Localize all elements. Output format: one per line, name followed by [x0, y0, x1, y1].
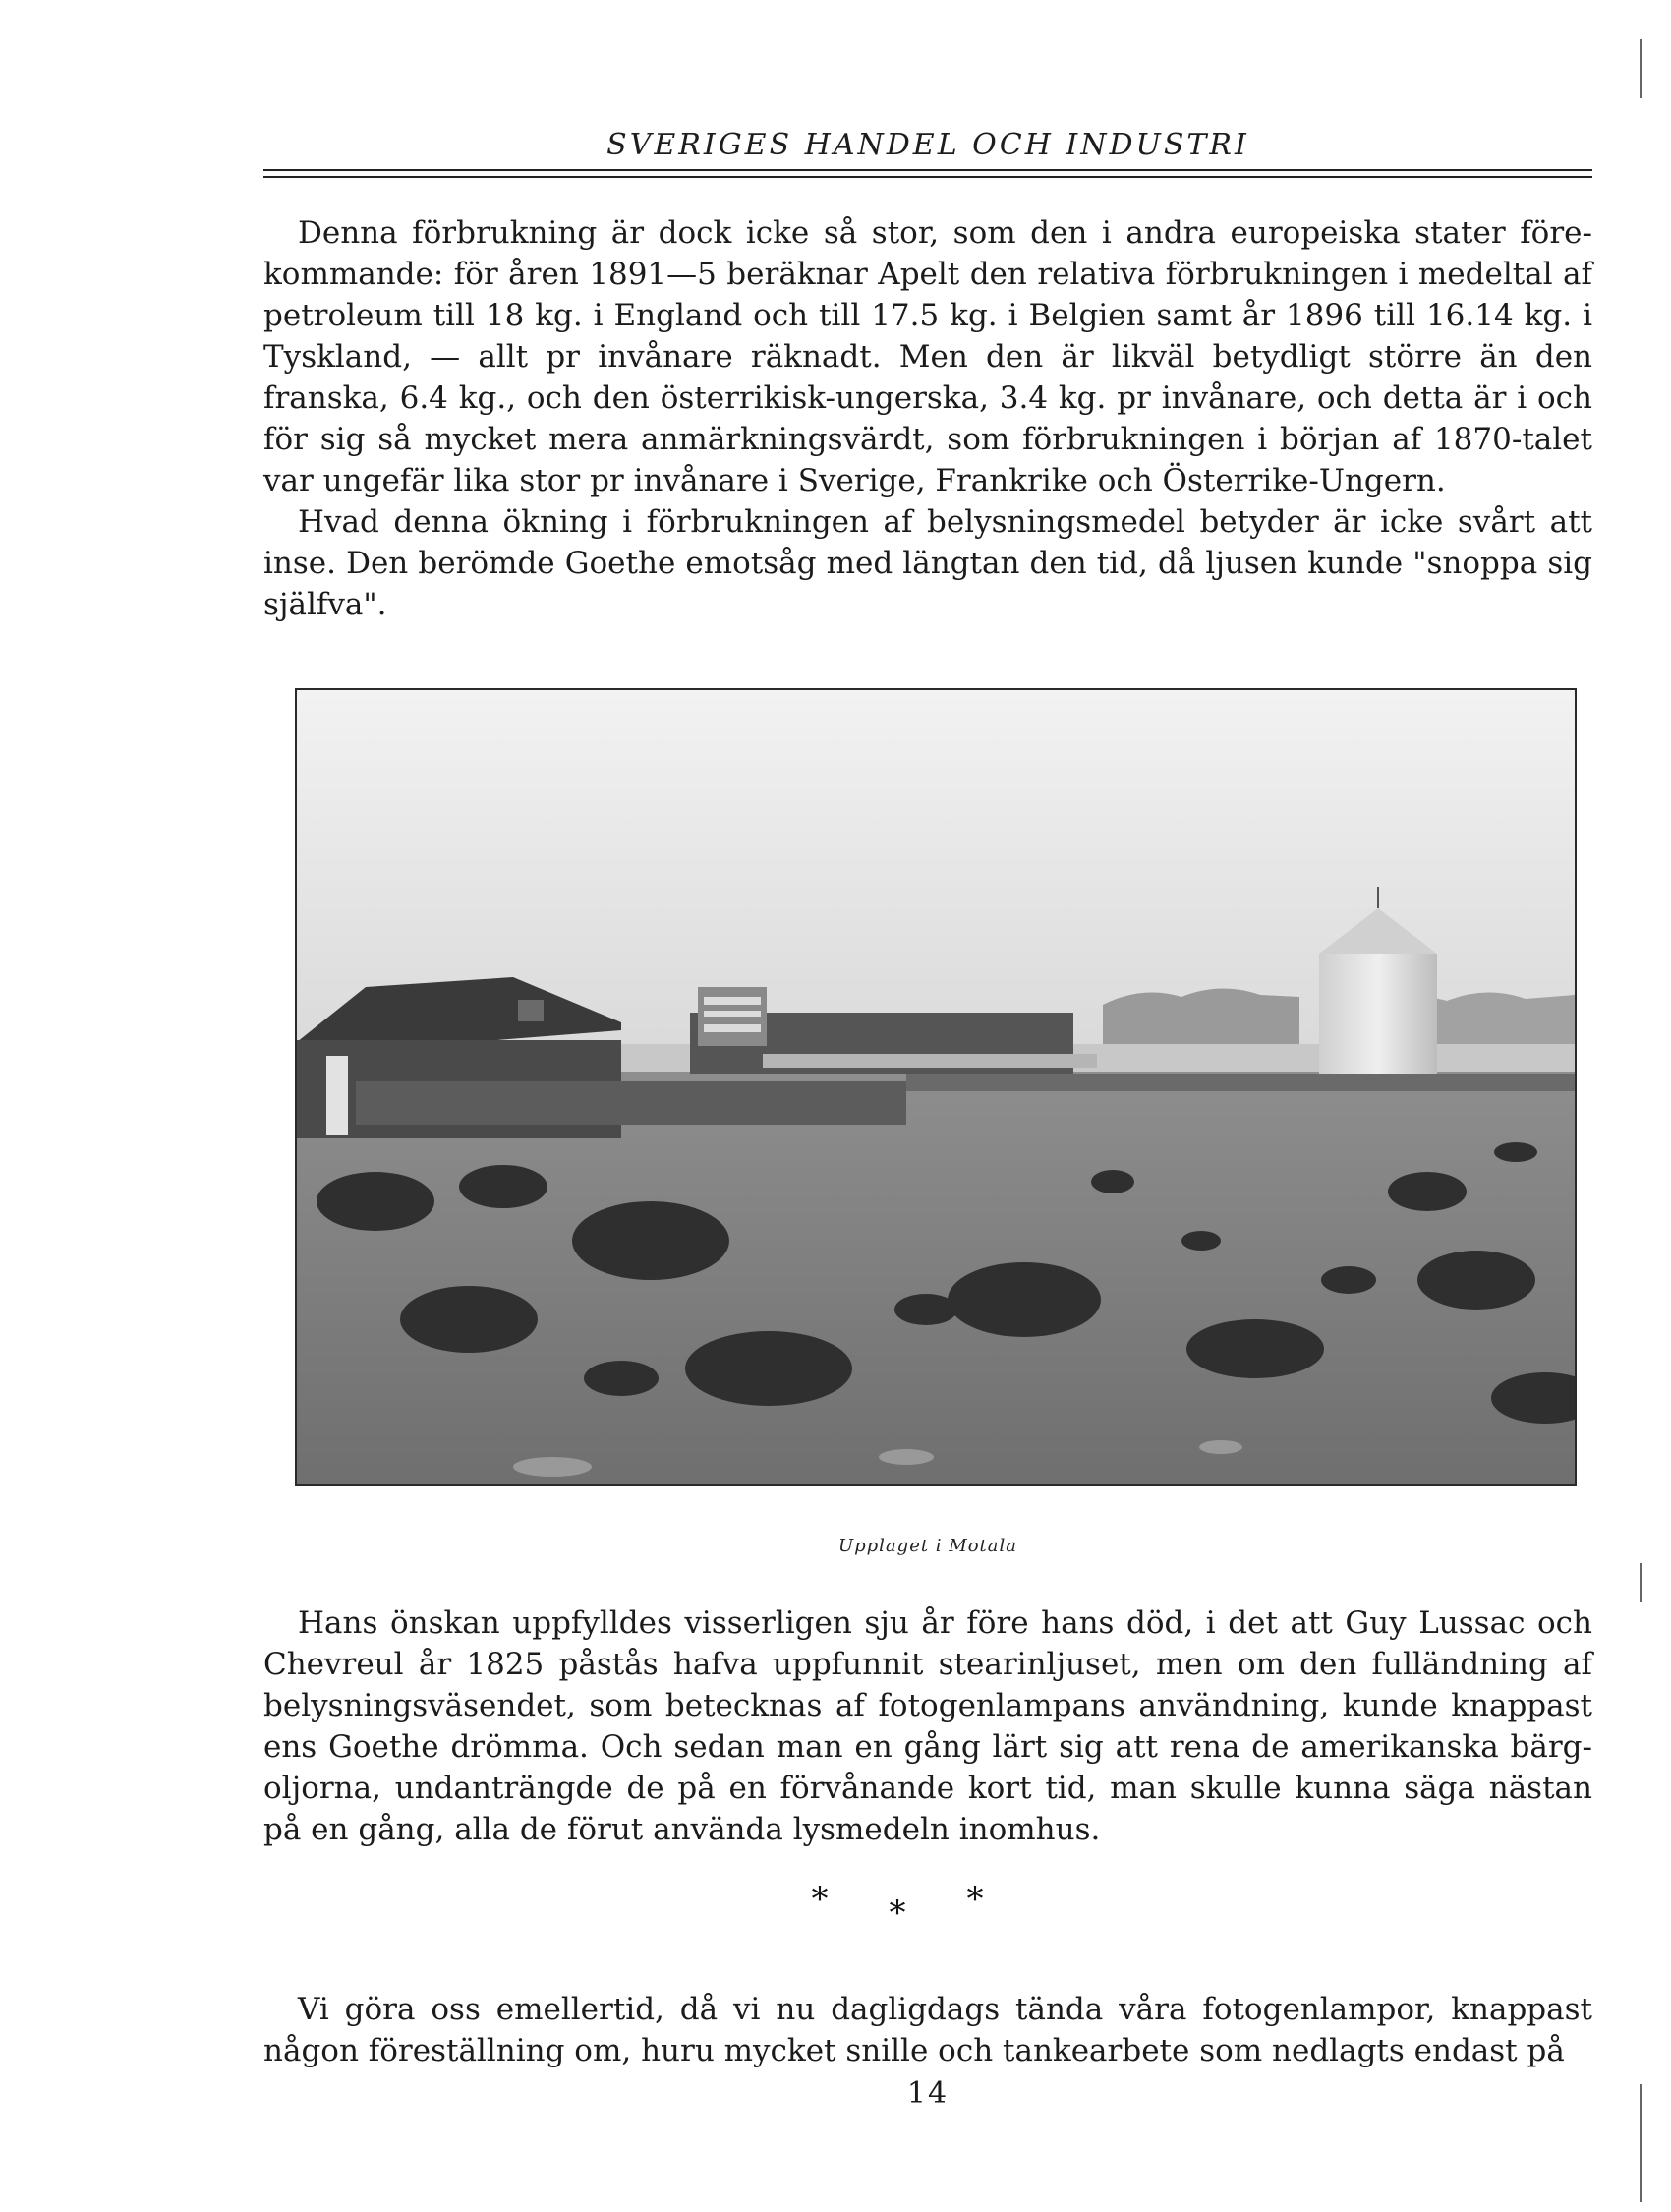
fence-right	[906, 1074, 1575, 1091]
asterisk-1: *	[811, 1880, 890, 1919]
scan-edge-mark-bottom	[1640, 2084, 1642, 2202]
barn-door	[326, 1056, 348, 1135]
header-rule-top	[263, 169, 1592, 171]
paragraph-lamps: Vi göra oss emellertid, då vi nu dagligdags tända våra fotogenlampor, knappast någon föreställning om, huru mycket snille och tankearbete som nedlagts endast på	[263, 1992, 1592, 2068]
paragraph-consumption: Denna förbrukning är dock icke så stor, som den i andra europeiska stater förekommande: för åren 1891—5 beräknar Apelt den relativa förbrukningen i medeltal af petroleum till 18 kg. i England och till 17.5 kg. i Belgien samt år 1896 till 16.14 kg. i Tyskland, — allt pr invånare räknadt. Men den är likväl betydligt större än den franska, 6.4 kg., och den österrikisk-ungerska, 3.4 kg. pr invånare, och detta är i och för sig så mycket mera anmärkningsvärdt, som förbrukningen i början af 1870-talet var ungefär lika stor pr invånare i Sverige, Frankrike och Österrike-Ungern.	[263, 215, 1592, 498]
asterisk-2: *	[889, 1893, 967, 1933]
page-number: 14	[906, 2076, 950, 2111]
text-block-bottom	[263, 1989, 1592, 2071]
header-rule-bottom	[263, 176, 1592, 178]
paragraph-stearin: Hans önskan uppfylldes visserligen sju år före hans död, i det att Guy Lussac och Chevreul år 1825 påstås hafva uppfunnit stearinljuset, men om den fulländning af belysningsväsendet, som betecknas af fotogenlampans användning, kunde knappast ens Goethe drömma. Och sedan man en gång lärt sig att rena de amerikanska bärgoljorna, undanträngde de på en förvånande kort tid, man skulle kunna säga nästan på en gång, alla de förut använda lysmedeln inomhus.	[263, 1605, 1592, 1847]
barn-window	[518, 1000, 544, 1021]
text-block-top	[263, 212, 1592, 625]
text-block-middle	[263, 1602, 1592, 1850]
scan-edge-mark-top	[1640, 39, 1642, 98]
section-separator	[263, 1880, 1592, 1933]
photograph-motala-depot	[295, 688, 1577, 1486]
fence-left	[356, 1081, 906, 1125]
cylindrical-tank	[1319, 954, 1437, 1074]
photograph-illustration	[297, 690, 1575, 1484]
asterisk-3: *	[966, 1880, 1045, 1919]
running-header: SVERIGES HANDEL OCH INDUSTRI	[606, 128, 1249, 162]
scan-edge-mark-middle	[1640, 1563, 1642, 1602]
barrel-rows	[763, 1054, 1097, 1068]
paragraph-goethe: Hvad denna ökning i förbrukningen af belysningsmedel betyder är icke svårt att inse. Den berömde Goethe emotsåg med längtan den tid, då ljusen kunde "snoppa sig själfva".	[263, 504, 1592, 622]
photo-caption: Upplaget i Motala	[837, 1536, 1018, 1556]
